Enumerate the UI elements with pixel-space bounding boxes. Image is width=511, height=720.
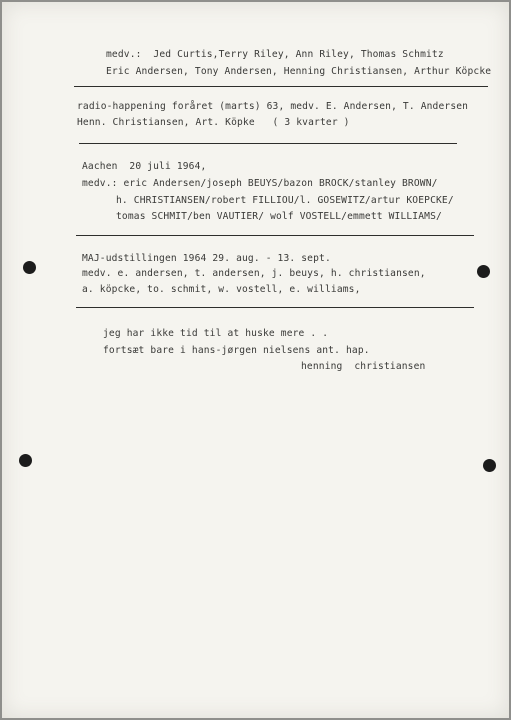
aachen-participants-3: tomas SCHMIT/ben VAUTIER/ wolf VOSTELL/emmett WILLIAMS/ — [116, 211, 442, 222]
maj-udstilling-participants-1: medv. e. andersen, t. andersen, j. beuys, h. christiansen, — [82, 268, 426, 279]
radio-happening-line-1: radio-happening foråret (marts) 63, medv. E. Andersen, T. Andersen — [77, 101, 469, 112]
divider-3 — [76, 235, 474, 236]
closing-note-2: fortsæt bare i hans-jørgen nielsens ant. hap. — [103, 345, 370, 356]
punch-hole-right-top — [477, 265, 490, 278]
aachen-participants-1: medv.: eric Andersen/joseph BEUYS/bazon BROCK/stanley BROWN/ — [82, 178, 438, 189]
signature-name: henning christiansen — [301, 361, 426, 372]
punch-hole-right-bottom — [483, 459, 496, 472]
punch-hole-left-bottom — [19, 454, 32, 467]
maj-udstilling-title: MAJ-udstillingen 1964 29. aug. - 13. sept. — [82, 253, 331, 264]
aachen-date: Aachen 20 juli 1964, — [82, 161, 207, 172]
divider-2 — [79, 143, 457, 144]
divider-4 — [76, 307, 474, 308]
participants-line-2: Eric Andersen, Tony Andersen, Henning Christiansen, Arthur Köpcke — [106, 66, 492, 77]
participants-line-1: medv.: Jed Curtis,Terry Riley, Ann Riley, Thomas Schmitz — [106, 49, 444, 60]
maj-udstilling-participants-2: a. köpcke, to. schmit, w. vostell, e. williams, — [82, 284, 361, 295]
aachen-participants-2: h. CHRISTIANSEN/robert FILLIOU/l. GOSEWITZ/artur KOEPCKE/ — [116, 195, 454, 206]
punch-hole-left-top — [23, 261, 36, 274]
divider-1 — [74, 86, 488, 87]
closing-note-1: jeg har ikke tid til at huske mere . . — [103, 328, 329, 339]
radio-happening-line-2: Henn. Christiansen, Art. Köpke ( 3 kvarter ) — [77, 117, 350, 128]
typewritten-page — [2, 2, 509, 718]
